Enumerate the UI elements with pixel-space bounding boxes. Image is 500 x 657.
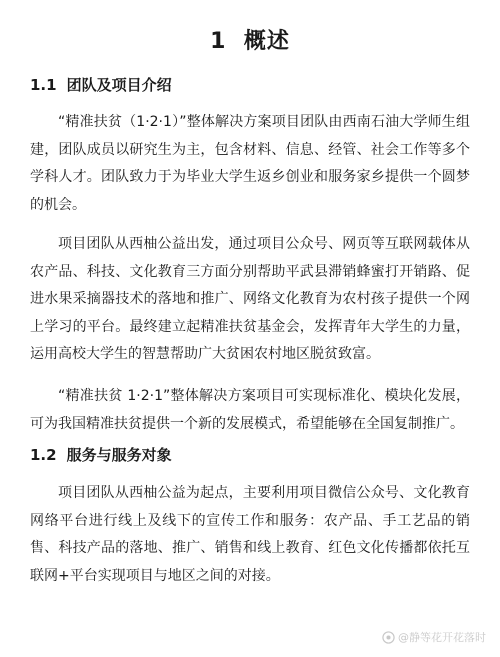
- section-number: 1.2: [30, 446, 57, 464]
- paragraph: 项目团队从西柚公益为起点，主要利用项目微信公众号、文化教育网络平台进行线上及线下的宣传工作和服务：农产品、手工艺品的销售、科技产品的落地、推广、销售和线上教育、红色文化传播都依托互联网+平台实现项目与地区之间的对接。: [30, 485, 470, 584]
- chapter-number: 1: [210, 29, 227, 54]
- section-heading-1-2: [30, 444, 172, 465]
- chapter-title: [0, 24, 500, 55]
- weibo-logo-icon: [382, 631, 395, 644]
- section-title: 团队及项目介绍: [66, 76, 172, 94]
- chapter-title-text: 概述: [243, 29, 290, 54]
- section-heading-1-1: [30, 74, 172, 95]
- paragraph: 项目团队从西柚公益出发，通过项目公众号、网页等互联网载体从农产品、科技、文化教育三方面分别帮助平武县滞销蜂蜜打开销路、促进水果采摘器技术的落地和推广、网络文化教育为农村孩子提供一个网上学习的平台。最终建立起精准扶贫基金会，发挥青年大学生的力量，运用高校大学生的智慧帮助广大贫困农村地区脱贫致富。: [30, 236, 470, 362]
- paragraph: “精准扶贫 1·2·1”整体解决方案项目可实现标准化、模块化发展，可为我国精准扶贫提供一个新的发展模式，希望能够在全国复制推广。: [30, 388, 470, 432]
- watermark: [382, 629, 486, 645]
- section-number: 1.1: [30, 76, 57, 94]
- section-title: 服务与服务对象: [66, 446, 172, 464]
- watermark-text: @静等花开花落时: [398, 631, 486, 644]
- paragraph: “精准扶贫（1·2·1）”整体解决方案项目团队由西南石油大学师生组建，团队成员以研究生为主，包含材料、信息、经管、社会工作等多个学科人才。团队致力于为毕业大学生返乡创业和服务家乡提供一个圆梦的机会。: [30, 114, 470, 213]
